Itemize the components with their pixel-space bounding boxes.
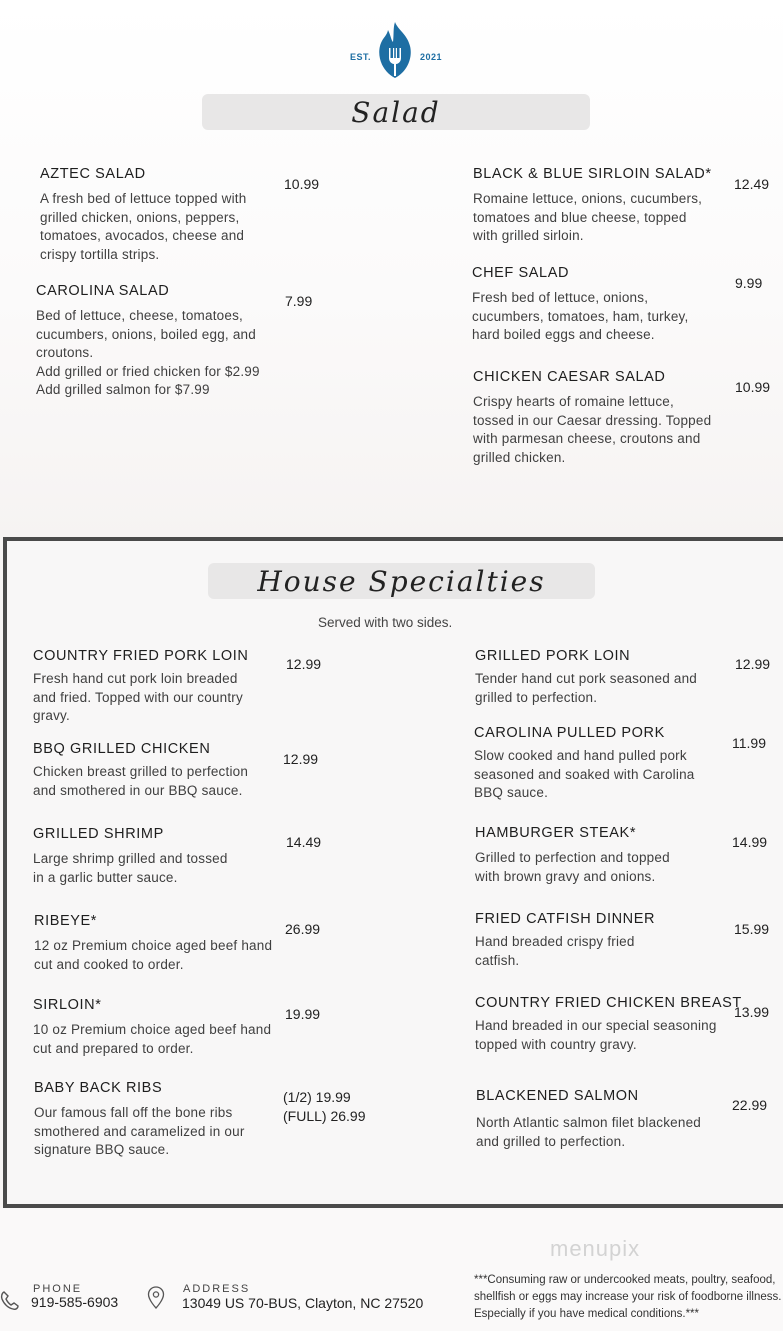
desc-line: Add grilled or fried chicken for $2.99 bbox=[36, 363, 260, 379]
menu-item bbox=[476, 1088, 701, 1151]
desc-line: Hand breaded crispy fried bbox=[475, 934, 635, 949]
desc-line: with parmesan cheese, croutons and bbox=[473, 431, 701, 446]
desc-line: and grilled to perfection. bbox=[476, 1133, 626, 1149]
item-price: 10.99 bbox=[735, 379, 771, 395]
desc-line: Grilled to perfection and topped bbox=[475, 850, 670, 865]
address-label: ADDRESS bbox=[183, 1283, 251, 1295]
logo-year: 2021 bbox=[420, 52, 443, 62]
item-description bbox=[33, 850, 228, 887]
item-name: RIBEYE* bbox=[34, 913, 98, 929]
item-name: COUNTRY FRIED CHICKEN BREAST bbox=[475, 995, 742, 1011]
menu-item bbox=[36, 283, 260, 400]
desc-line: Crispy hearts of romaine lettuce, bbox=[473, 394, 674, 409]
item-price: 19.99 bbox=[285, 1006, 321, 1022]
desc-line: cut and cooked to order. bbox=[34, 956, 184, 972]
item-description bbox=[475, 670, 697, 707]
menu-item bbox=[475, 648, 697, 707]
desc-line: Tender hand cut pork seasoned and bbox=[475, 671, 698, 686]
menu-item bbox=[472, 265, 688, 345]
desc-line: topped with country gravy. bbox=[475, 1036, 637, 1052]
desc-line: cut and prepared to order. bbox=[33, 1040, 194, 1056]
desc-line: with grilled sirloin. bbox=[473, 228, 584, 243]
phone-icon bbox=[0, 1289, 20, 1311]
item-name: BLACK & BLUE SIRLOIN SALAD* bbox=[473, 166, 712, 182]
house-subtitle: Served with two sides. bbox=[318, 615, 453, 630]
menupix-watermark: menupix bbox=[550, 1236, 641, 1261]
item-price: 14.49 bbox=[286, 834, 322, 850]
desc-line: Fresh bed of lettuce, onions, bbox=[472, 290, 649, 305]
menu-item bbox=[34, 913, 272, 974]
item-name: COUNTRY FRIED PORK LOIN bbox=[33, 648, 249, 664]
item-name: GRILLED SHRIMP bbox=[33, 826, 164, 842]
desc-line: Chicken breast grilled to perfection bbox=[33, 764, 249, 779]
item-name: CAROLINA PULLED PORK bbox=[474, 725, 665, 741]
item-price: 22.99 bbox=[732, 1097, 768, 1113]
desc-line: BBQ sauce. bbox=[474, 785, 549, 800]
restaurant-logo bbox=[346, 20, 444, 82]
item-name: BLACKENED SALMON bbox=[476, 1088, 639, 1104]
item-description bbox=[472, 289, 688, 345]
item-price: 12.99 bbox=[735, 656, 771, 672]
desc-line: North Atlantic salmon filet blackened bbox=[476, 1115, 702, 1130]
desc-line: 12 oz Premium choice aged beef hand bbox=[34, 938, 273, 953]
desc-line: Romaine lettuce, onions, cucumbers, bbox=[473, 191, 703, 206]
item-name: HAMBURGER STEAK* bbox=[475, 825, 637, 841]
item-price: 13.99 bbox=[734, 1004, 770, 1020]
price-half: (1/2) 19.99 bbox=[283, 1089, 351, 1105]
desc-line: tossed in our Caesar dressing. Topped bbox=[473, 412, 712, 428]
item-price: 14.99 bbox=[732, 834, 768, 850]
disclaimer-line: Especially if you have medical conditions.*** bbox=[474, 1308, 700, 1320]
menu-item bbox=[33, 648, 249, 726]
item-name: GRILLED PORK LOIN bbox=[475, 648, 631, 664]
desc-line: Slow cooked and hand pulled pork bbox=[474, 748, 687, 763]
item-description bbox=[473, 393, 711, 467]
item-price: 12.99 bbox=[283, 751, 319, 767]
desc-line: gravy. bbox=[33, 708, 70, 723]
desc-line: grilled to perfection. bbox=[475, 689, 598, 705]
item-name: AZTEC SALAD bbox=[40, 166, 146, 182]
menu-item bbox=[33, 741, 248, 800]
item-price: 9.99 bbox=[735, 275, 763, 291]
menu-item bbox=[473, 166, 712, 246]
desc-line: Our famous fall off the bone ribs bbox=[34, 1105, 233, 1120]
salad-heading: Salad bbox=[202, 94, 590, 130]
item-name: BABY BACK RIBS bbox=[34, 1080, 163, 1096]
item-description bbox=[33, 1021, 271, 1058]
disclaimer-line: shellfish or eggs may increase your risk of foodborne illness. bbox=[474, 1291, 782, 1303]
price-full: (FULL) 26.99 bbox=[283, 1107, 366, 1124]
menu-item bbox=[475, 995, 742, 1054]
item-price: 7.99 bbox=[285, 293, 313, 309]
desc-line: A fresh bed of lettuce topped with bbox=[40, 191, 247, 206]
desc-line: signature BBQ sauce. bbox=[34, 1142, 170, 1157]
desc-line: tomatoes, avocados, cheese and bbox=[40, 228, 245, 243]
disclaimer-line: ***Consuming raw or undercooked meats, poultry, seafood, bbox=[474, 1274, 776, 1286]
item-price: 12.49 bbox=[734, 176, 770, 192]
item-description bbox=[40, 190, 246, 264]
item-description bbox=[34, 1104, 245, 1160]
phone-label: PHONE bbox=[33, 1283, 83, 1295]
item-description bbox=[34, 937, 272, 974]
desc-line: grilled chicken. bbox=[473, 449, 566, 465]
item-price: 26.99 bbox=[285, 921, 321, 937]
desc-line: grilled chicken, onions, peppers, bbox=[40, 209, 240, 225]
desc-line: cucumbers, tomatoes, ham, turkey, bbox=[472, 308, 689, 324]
desc-line: and smothered in our BBQ sauce. bbox=[33, 782, 243, 798]
item-description bbox=[474, 747, 695, 803]
address-text[interactable]: 13049 US 70-BUS, Clayton, NC 27520 bbox=[182, 1295, 424, 1311]
item-name: CHICKEN CAESAR SALAD bbox=[473, 369, 666, 385]
menu-item bbox=[475, 911, 655, 970]
house-specialties-heading: House Specialties bbox=[208, 563, 595, 599]
desc-line: Large shrimp grilled and tossed bbox=[33, 851, 228, 866]
desc-line: 10 oz Premium choice aged beef hand bbox=[33, 1022, 272, 1037]
desc-line: Fresh hand cut pork loin breaded bbox=[33, 671, 238, 686]
desc-line: crispy tortilla strips. bbox=[40, 246, 160, 262]
food-safety-disclaimer bbox=[474, 1272, 781, 1323]
item-description bbox=[36, 307, 260, 400]
desc-line: Hand breaded in our special seasoning bbox=[475, 1018, 717, 1033]
item-description bbox=[475, 933, 655, 970]
item-description bbox=[473, 190, 712, 246]
menu-item bbox=[475, 825, 670, 886]
desc-line: and fried. Topped with our country bbox=[33, 689, 243, 705]
menu-item bbox=[33, 997, 271, 1058]
menu-item bbox=[474, 725, 695, 803]
desc-line: smothered and caramelized in our bbox=[34, 1123, 245, 1139]
menu-item bbox=[40, 166, 246, 264]
desc-line: seasoned and soaked with Carolina bbox=[474, 766, 695, 782]
menu-item bbox=[33, 826, 228, 887]
logo-est-label: EST. bbox=[350, 52, 372, 62]
item-price: 12.99 bbox=[286, 656, 322, 672]
desc-line: hard boiled eggs and cheese. bbox=[472, 327, 655, 342]
flame-fork-icon bbox=[374, 20, 416, 80]
item-price: 10.99 bbox=[284, 176, 320, 192]
desc-line: with brown gravy and onions. bbox=[475, 868, 656, 884]
item-description bbox=[475, 1017, 742, 1054]
item-name: BBQ GRILLED CHICKEN bbox=[33, 741, 211, 757]
menu-item bbox=[473, 369, 711, 467]
item-name: FRIED CATFISH DINNER bbox=[475, 911, 656, 927]
location-pin-icon bbox=[147, 1286, 165, 1310]
menu-item bbox=[34, 1080, 245, 1160]
item-price: 11.99 bbox=[732, 735, 766, 751]
item-description bbox=[476, 1114, 701, 1151]
desc-line: Add grilled salmon for $7.99 bbox=[36, 382, 210, 397]
desc-line: tomatoes and blue cheese, topped bbox=[473, 209, 687, 225]
item-description bbox=[475, 849, 670, 886]
item-description bbox=[33, 670, 249, 726]
item-name: CHEF SALAD bbox=[472, 265, 570, 281]
item-name: CAROLINA SALAD bbox=[36, 283, 170, 299]
item-name: SIRLOIN* bbox=[33, 997, 102, 1013]
desc-line: cucumbers, onions, boiled egg, and bbox=[36, 326, 256, 342]
item-price bbox=[283, 1088, 365, 1125]
item-price: 15.99 bbox=[734, 921, 770, 937]
item-description bbox=[33, 763, 248, 800]
phone-number[interactable]: 919-585-6903 bbox=[31, 1294, 119, 1310]
desc-line: in a garlic butter sauce. bbox=[33, 869, 178, 885]
desc-line: croutons. bbox=[36, 345, 94, 360]
desc-line: catfish. bbox=[475, 952, 520, 968]
desc-line: Bed of lettuce, cheese, tomatoes, bbox=[36, 308, 243, 323]
